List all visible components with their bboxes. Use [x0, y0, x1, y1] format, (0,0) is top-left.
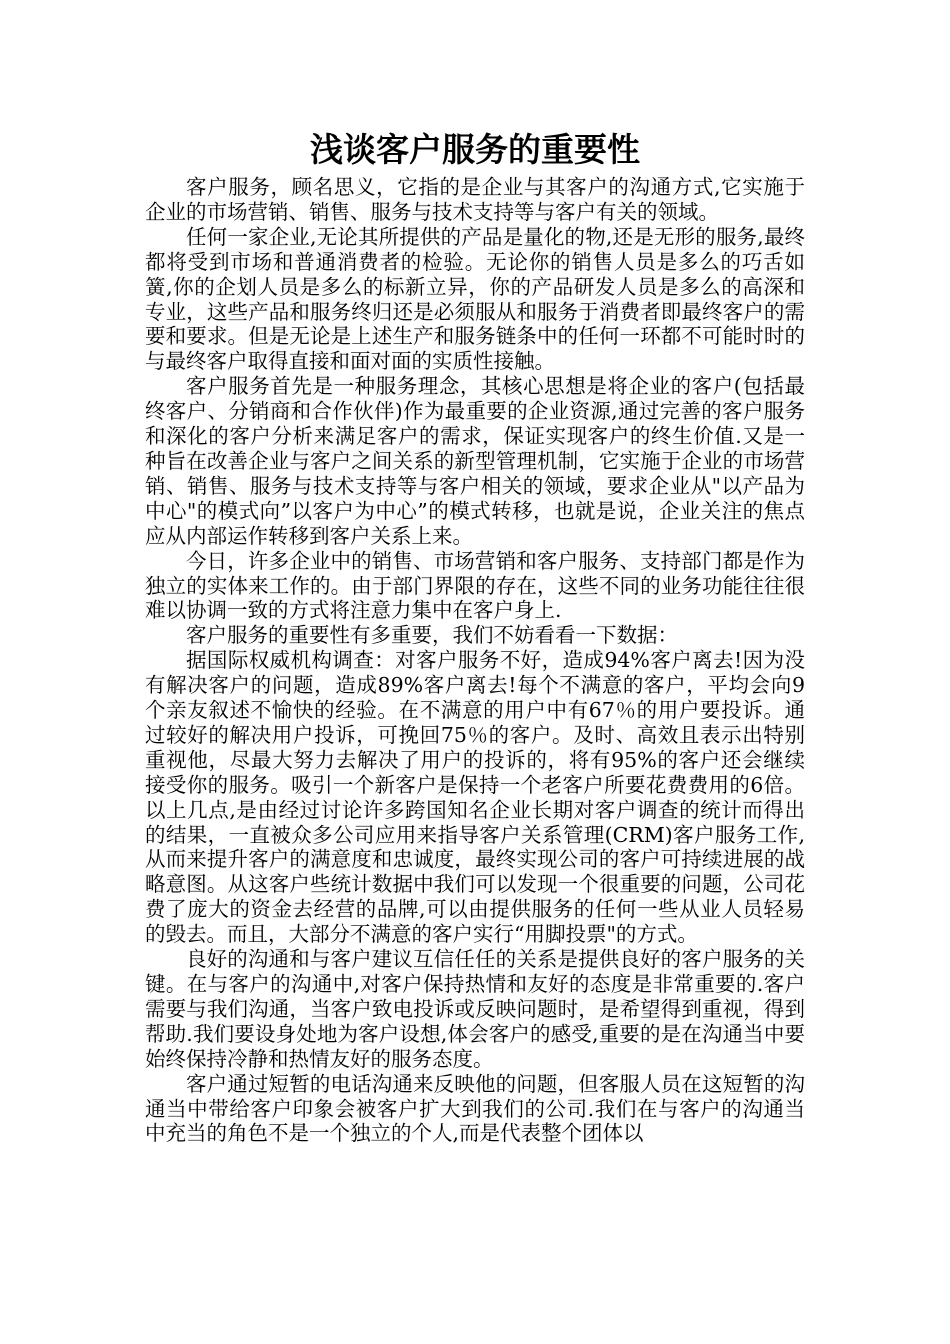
document-title: 浅谈客户服务的重要性 [310, 130, 640, 169]
paragraph: 任何一家企业,无论其所提供的产品是量化的物,还是无形的服务,最终都将受到市场和普通消费者的检验。无论你的销售人员是多么的巧舌如簧,你的企划人员是多么的标新立异，你的产品研发人员是多么的高深和专业，这些产品和服务终归还是必须服从和服务于消费者即最终客户的需要和要求。但是无论是上述生产和服务链条中的任何一环都不可能时时的与最终客户取得直接和面对面的实质性接触。 [145, 224, 805, 374]
paragraph: 客户服务，顾名思义，它指的是企业与其客户的沟通方式,它实施于企业的市场营销、销售、服务与技术支持等与客户有关的领域。 [145, 175, 805, 224]
paragraph: 据国际权威机构调查：对客户服务不好，造成94%客户离去!因为没有解决客户的问题，造成89%客户离去!每个不满意的客户，平均会向9个亲友叙述不愉快的经验。在不满意的用户中有67％的用户要投诉。通过较好的解决用户投诉，可挽回75％的客户。及时、高效且表示出特别重视他，尽最大努力去解决了用户的投诉的，将有95%的客户还会继续接受你的服务。吸引一个新客户是保持一个老客户所要花费费用的6倍。以上几点,是由经过讨论许多跨国知名企业长期对客户调查的统计而得出的结果，一直被众多公司应用来指导客户关系管理(CRM)客户服务工作,从而来提升客户的满意度和忠诚度，最终实现公司的客户可持续进展的战略意图。从这客户些统计数据中我们可以发现一个很重要的问题，公司花费了庞大的资金去经营的品牌,可以由提供服务的任何一些从业人员轻易的毁去。而且，大部分不满意的客户实行“用脚投票"的方式。 [145, 648, 805, 947]
paragraph: 今日，许多企业中的销售、市场营销和客户服务、支持部门都是作为独立的实体来工作的。由于部门界限的存在，这些不同的业务功能往往很难以协调一致的方式将注意力集中在客户身上. [145, 548, 805, 623]
paragraph: 良好的沟通和与客户建议互信任任的关系是提供良好的客户服务的关键。在与客户的沟通中,对客户保持热情和友好的态度是非常重要的.客户需要与我们沟通，当客户致电投诉或反映问题时，是希望得到重视，得到帮助.我们要设身处地为客户设想,体会客户的感受,重要的是在沟通当中要始终保持冷静和热情友好的服务态度。 [145, 947, 805, 1071]
paragraph: 客户通过短暂的电话沟通来反映他的问题，但客服人员在这短暂的沟通当中带给客户印象会被客户扩大到我们的公司.我们在与客户的沟通当中充当的角色不是一个独立的个人,而是代表整个团体以 [145, 1071, 805, 1146]
document-page [145, 125, 805, 1146]
paragraph: 客户服务的重要性有多重要，我们不妨看看一下数据： [186, 623, 678, 648]
paragraph: 客户服务首先是一种服务理念，其核心思想是将企业的客户(包括最终客户、分销商和合作伙伴)作为最重要的企业资源,通过完善的客户服务和深化的客户分析来满足客户的需求，保证实现客户的终生价值.又是一种旨在改善企业与客户之间关系的新型管理机制，它实施于企业的市场营销、销售、服务与技术支持等与客户相关的领域，要求企业从"以产品为中心"的模式向”以客户为中心”的模式转移，也就是说，企业关注的焦点应从内部运作转移到客户关系上来。 [145, 374, 805, 548]
